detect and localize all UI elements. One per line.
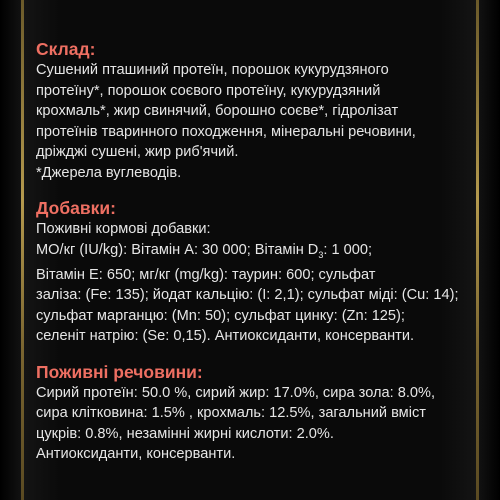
composition-section	[36, 38, 470, 183]
vitamin-d-subscript: 3	[318, 249, 324, 260]
composition-line: протеїну*, порошок соєвого протеїну, кукурудзяний	[36, 82, 381, 99]
additives-text: МО/кг (IU/kg): Вітамін А: 30 000; Вітамін D	[36, 241, 319, 258]
nutrients-section	[36, 361, 470, 465]
additives-line: селеніт натрію: (Se: 0,15). Антиоксиданти, консерванти.	[36, 328, 415, 345]
composition-line: Сушений пташиний протеїн, порошок кукурудзяного	[36, 62, 389, 78]
gold-stripe-left	[21, 0, 24, 500]
label-content	[36, 38, 470, 475]
nutrients-line: Сирий протеїн: 50.0 %, сирий жир: 17.0%, сира зола: 8.0%,	[36, 384, 436, 401]
composition-line: дріжджі сушені, жир риб'ячий.	[36, 144, 239, 160]
additives-text: : 1 000;	[323, 241, 373, 258]
additives-section	[36, 197, 470, 347]
composition-footnote: *Джерела вуглеводів.	[36, 164, 182, 181]
nutrients-line: сира клітковина: 1.5% , крохмаль: 12.5%, загальний вміст	[36, 405, 426, 422]
gold-stripe-right	[476, 0, 479, 500]
composition-line: крохмаль*, жир свинячий, борошно соєве*, гідролізат	[36, 103, 399, 119]
additives-line: заліза: (Fe: 135); йодат кальцію: (I: 2,1); сульфат міді: (Cu: 14);	[36, 287, 459, 304]
nutrients-line: Антиоксиданти, консерванти.	[36, 446, 236, 463]
nutrients-line: цукрів: 0.8%, незамінні жирні кислоти: 2.0%.	[36, 425, 334, 442]
nutrients-heading: Поживні речовини:	[36, 361, 203, 382]
composition-heading: Склад:	[36, 39, 96, 59]
additives-line	[36, 240, 470, 265]
additives-heading: Добавки:	[36, 198, 117, 218]
additives-line: сульфат марганцю: (Mn: 50); сульфат цинку: (Zn: 125);	[36, 307, 405, 324]
additives-line: Вітамін Е: 650; мг/кг (mg/kg): таурин: 600; сульфат	[36, 266, 376, 283]
additives-line: Поживні кормові добавки:	[36, 221, 211, 237]
composition-line: протеїнів тваринного походження, мінеральні речовини,	[36, 123, 416, 140]
